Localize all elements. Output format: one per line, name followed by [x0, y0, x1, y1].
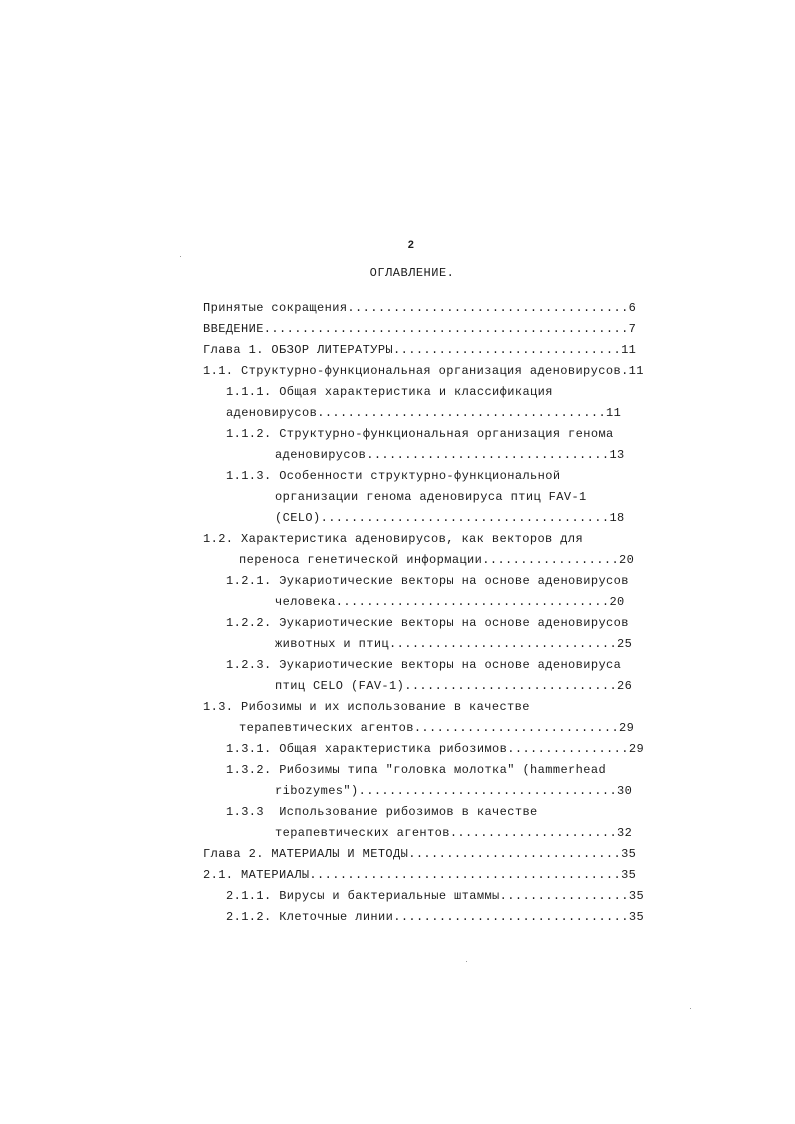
scan-speck	[466, 961, 467, 962]
toc-entry: ВВЕДЕНИЕ................................................7	[203, 322, 637, 336]
toc-entry: 1.1.1. Общая характеристика и классификация	[226, 385, 553, 399]
toc-title: ОГЛАВЛЕНИЕ.	[369, 266, 455, 280]
toc-entry: 1.3.1. Общая характеристика рибозимов................29	[226, 742, 645, 756]
toc-entry-continuation: переноса генетической информации..................20	[239, 553, 635, 567]
scan-speck	[690, 1008, 691, 1009]
toc-entry: 1.3.3 Использование рибозимов в качестве	[226, 805, 538, 819]
toc-entry-continuation: аденовирусов......................................11	[226, 406, 622, 420]
toc-entry-continuation: животных и птиц..............................25	[275, 637, 633, 651]
toc-entry: 1.1. Структурно-функциональная организация аденовирусов.11	[203, 364, 644, 378]
toc-entry-continuation: терапевтических агентов......................32	[275, 826, 633, 840]
toc-entry-continuation: ribozymes")..................................30	[275, 784, 633, 798]
toc-entry-continuation: организации генома аденовируса птиц FAV-1	[275, 490, 587, 504]
toc-entry-continuation: аденовирусов................................13	[275, 448, 625, 462]
toc-entry: 1.2.3. Эукариотические векторы на основе аденовируса	[226, 658, 622, 672]
toc-entry: 1.3. Рибозимы и их использование в качестве	[203, 700, 530, 714]
toc-entry: 1.2.2. Эукариотические векторы на основе аденовирусов	[226, 616, 629, 630]
toc-entry: 1.1.2. Структурно-функциональная организация генома	[226, 427, 614, 441]
toc-entry: Принятые сокращения.....................................6	[203, 301, 637, 315]
scan-speck	[180, 256, 181, 257]
page-number: 2	[407, 240, 415, 252]
toc-entry: 1.3.2. Рибозимы типа "головка молотка" (hammerhead	[226, 763, 607, 777]
toc-entry: 2.1.1. Вирусы и бактериальные штаммы.................35	[226, 889, 645, 903]
toc-entry: 1.2.1. Эукариотические векторы на основе аденовирусов	[226, 574, 629, 588]
toc-entry: 2.1.2. Клеточные линии...............................35	[226, 910, 645, 924]
toc-entry-continuation: (CELO)......................................18	[275, 511, 625, 525]
toc-entry-continuation: птиц CELO (FAV-1)............................26	[275, 679, 633, 693]
toc-entry-continuation: человека....................................20	[275, 595, 625, 609]
toc-entry: 1.1.3. Особенности структурно-функциональной	[226, 469, 561, 483]
toc-entry: Глава 2. МАТЕРИАЛЫ И МЕТОДЫ............................35	[203, 847, 637, 861]
table-of-contents	[0, 298, 795, 938]
toc-entry: Глава 1. ОБЗОР ЛИТЕРАТУРЫ..............................11	[203, 343, 637, 357]
toc-entry-continuation: терапевтических агентов...........................29	[239, 721, 635, 735]
toc-entry: 1.2. Характеристика аденовирусов, как векторов для	[203, 532, 584, 546]
toc-entry: 2.1. МАТЕРИАЛЫ.........................................35	[203, 868, 637, 882]
